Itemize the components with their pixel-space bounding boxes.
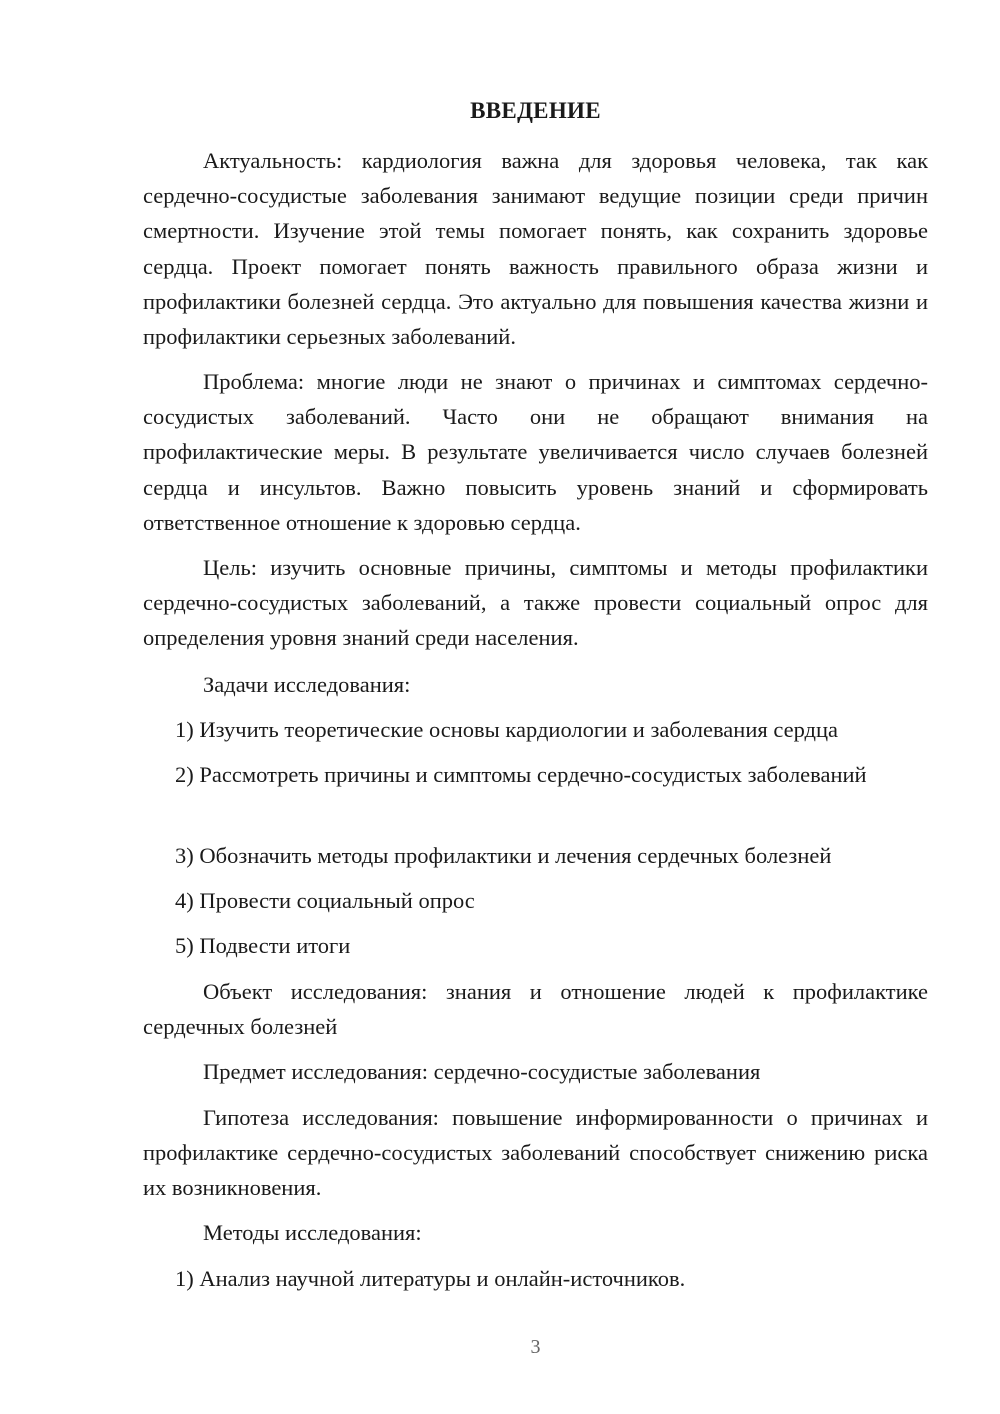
task-item: 4) Провести социальный опрос bbox=[175, 888, 475, 913]
method-item: 1) Анализ научной литературы и онлайн-источников. bbox=[175, 1266, 686, 1291]
hypothesis-paragraph: Гипотеза исследования: повышение информированности о причинах и профилактике сердечно-сосудистых заболеваний способствует снижению риска их возникновения. bbox=[143, 1105, 928, 1201]
page-number: 3 bbox=[530, 1336, 541, 1358]
task-item: 2) Рассмотреть причины и симптомы сердечно-сосудистых заболеваний bbox=[175, 762, 867, 787]
object-paragraph: Объект исследования: знания и отношение людей к профилактике сердечных болезней bbox=[143, 979, 928, 1040]
subject-paragraph: Предмет исследования: сердечно-сосудистые заболевания bbox=[203, 1059, 761, 1084]
task-item: 3) Обозначить методы профилактики и лечения сердечных болезней bbox=[175, 843, 832, 868]
problem-paragraph: Проблема: многие люди не знают о причинах и симптомах сердечно-сосудистых заболеваний. Часто они не обращают внимания на профилактические меры. В результате увеличивается число случаев болезней сердца и инсультов. Важно повысить уровень знаний и сформировать ответственное отношение к здоровью сердца. bbox=[143, 369, 928, 535]
document-page bbox=[143, 0, 928, 1414]
tasks-title: Задачи исследования: bbox=[203, 672, 411, 697]
section-heading: ВВЕДЕНИЕ bbox=[470, 98, 601, 123]
relevance-paragraph: Актуальность: кардиология важна для здоровья человека, так как сердечно-сосудистые заболевания занимают ведущие позиции среди причин смертности. Изучение этой темы помогает понять, как сохранить здоровье сердца. Проект помогает понять важность правильного образа жизни и профилактики болезней сердца. Это актуально для повышения качества жизни и профилактики серьезных заболеваний. bbox=[143, 148, 928, 350]
task-item: 1) Изучить теоретические основы кардиологии и заболевания сердца bbox=[175, 717, 839, 742]
goal-paragraph: Цель: изучить основные причины, симптомы и методы профилактики сердечно-сосудистых заболеваний, а также провести социальный опрос для определения уровня знаний среди населения. bbox=[143, 555, 928, 651]
methods-title: Методы исследования: bbox=[203, 1220, 422, 1245]
task-item: 5) Подвести итоги bbox=[175, 933, 351, 958]
